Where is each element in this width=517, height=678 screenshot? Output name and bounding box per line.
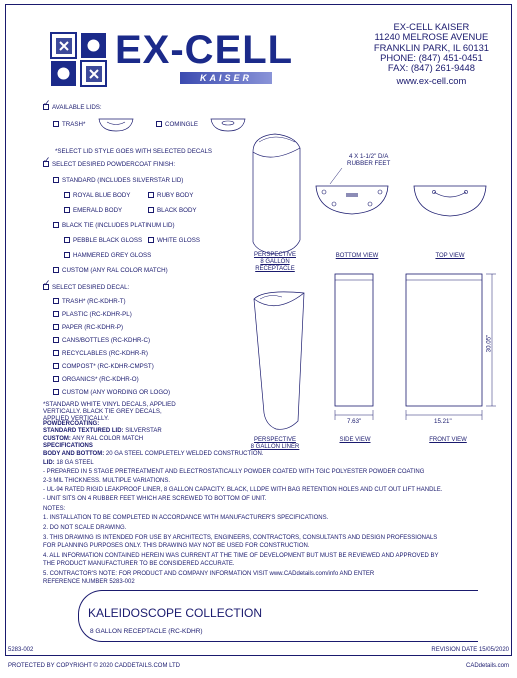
decal-option[interactable]: COMPOST* (RC-KDHR-CMPST) [53,363,154,370]
decal-option[interactable]: RECYCLABLES (RC-KDHR-R) [53,350,148,357]
product-title: 8 GALLON RECEPTACLE (RC-KDHR) [90,628,203,635]
front-dimension: 15.21" [434,418,452,425]
royal-blue-option[interactable]: ROYAL BLUE BODY [64,192,130,199]
checkbox[interactable] [64,192,70,198]
decal-option[interactable]: TRASH* (RC-KDHR-T) [53,298,126,305]
decal-option[interactable]: ORGANICS* (RC-KDHR-O) [53,376,139,383]
checkbox[interactable] [53,121,59,127]
black-tie-option[interactable]: BLACK TIE (INCLUDES PLATINUM LID) [53,222,175,229]
company-phone: PHONE: (847) 451-0451 [380,51,483,63]
note-line: 4. ALL INFORMATION CONTAINED HEREIN WAS CURRENT AT THE TIME OF DEVELOPMENT BUT MUST BE REVIEWED AND APPROVED BY [43,553,439,559]
custom-ral-option[interactable]: CUSTOM (ANY RAL COLOR MATCH) [53,267,168,274]
note-line: 2. DO NOT SCALE DRAWING. [43,525,127,531]
decal-option[interactable]: CANS/BOTTLES (RC-KDHR-C) [53,337,150,344]
decal-option[interactable]: PLASTIC (RC-KDHR-PL) [53,311,132,318]
perspective-liner-label: PERSPECTIVE 8 GALLON LINER [250,437,300,450]
checkbox[interactable] [148,237,154,243]
lid-comingle-option[interactable]: COMINGLE [156,121,198,128]
copyright: PROTECTED BY COPYRIGHT © 2020 CADDETAILS.COM LTD [8,663,181,669]
checkbox[interactable] [53,389,59,395]
custom-color: CUSTOM: ANY RAL COLOR MATCH [43,436,144,442]
checkbox[interactable] [156,121,162,127]
height-dimension: 30.05" [485,334,493,353]
spec-line: - PREPARED IN 5 STAGE PRETREATMENT AND ELECTROSTATICALLY POWDER COATED WITH TGIC POLYESTER POWDER COATING [43,469,425,475]
checkbox[interactable] [53,324,59,330]
checkbox[interactable] [64,237,70,243]
note-line: THE PRODUCT MANUFACTURER TO BE CONSIDERED ACCURATE. [43,561,235,567]
notes-heading: NOTES: [43,506,66,512]
body-spec: BODY AND BOTTOM: 20 GA STEEL COMPLETELY WELDED CONSTRUCTION. [43,451,264,457]
liner-perspective-drawing [248,285,310,435]
side-view-label: SIDE VIEW [339,437,371,443]
excell-logo-emblem [50,32,108,87]
decal-option[interactable]: CUSTOM (ANY WORDING OR LOGO) [53,389,170,396]
note-line: 1. INSTALLATION TO BE COMPLETED IN ACCORDANCE WITH MANUFACTURER'S SPECIFICATIONS. [43,515,329,521]
decal-option[interactable]: PAPER (RC-KDHR-P) [53,324,123,331]
note-line: 3. THIS DRAWING IS INTENDED FOR USE BY ARCHITECTS, ENGINEERS, CONTRACTORS, CONSULTANTS AND DESIGN PROFESSIONALS [43,535,438,541]
checkbox[interactable] [53,311,59,317]
black-body-option[interactable]: BLACK BODY [148,207,197,214]
lid-spec: LID: 18 GA STEEL [43,460,94,466]
logo-subtitle: KAISER [199,73,252,83]
note-line: REFERENCE NUMBER 5283-002 [43,579,135,585]
side-view-drawing [330,270,380,425]
lid-trash-option[interactable]: TRASH* [53,121,85,128]
std-textured-lid: STANDARD TEXTURED LID: SILVERSTAR [43,428,162,434]
checkbox[interactable] [53,298,59,304]
checkbox[interactable] [148,192,154,198]
checkbox[interactable] [53,267,59,273]
note-line: 5. CONTRACTOR'S NOTE: FOR PRODUCT AND COMPANY INFORMATION VISIT www.CADdetails.com/info AND ENTER [43,571,375,577]
collection-title: KALEIDOSCOPE COLLECTION [88,606,263,620]
revision-date: REVISION DATE 15/05/2020 [431,647,509,653]
company-contact [374,22,489,87]
decal-note-2: VERTICALLY. BLACK TIE GREY DECALS, [43,408,162,415]
reference-number: 5283-002 [8,647,34,653]
ruby-option[interactable]: RUBY BODY [148,192,193,199]
company-fax: FAX: (847) 261-9448 [387,62,475,74]
checkbox[interactable] [64,207,70,213]
company-city: FRANKLIN PARK, IL 60131 [373,41,489,53]
feet-note: 4 X 1-1/2" D/A RUBBER FEET [347,153,391,167]
spec-line: 2-3 MIL THICKNESS. MULTIPLE VARIATIONS. [43,478,171,484]
lids-heading: ✓AVAILABLE LIDS: [43,104,102,111]
powder-checkbox[interactable] [43,161,49,167]
decal-heading: ✓SELECT DESIRED DECAL: [43,284,129,291]
spec-line: - UL-94 RATED RIGID LEAKPROOF LINER, 8 GALLON CAPACITY. BLACK, LLDPE WITH BAG RETENTION HOLES AND CUT OUT LIFT HANDLE. [43,487,443,493]
emerald-option[interactable]: EMERALD BODY [64,207,122,214]
top-view-drawing [410,180,490,220]
hammered-option[interactable]: HAMMERED GREY GLOSS [64,252,151,259]
standard-option[interactable]: STANDARD (INCLUDES SILVERSTAR LID) [53,177,183,184]
spec-line: - UNIT SITS ON 4 RUBBER FEET WHICH ARE SCREWED TO BOTTOM OF UNIT. [43,496,267,502]
side-dimension: 7.63" [347,418,362,425]
decal-note-1: *STANDARD WHITE VINYL DECALS, APPLIED [43,401,176,408]
company-address: 11240 MELROSE AVENUE [374,31,489,43]
checkbox[interactable] [53,177,59,183]
lids-checkbox[interactable] [43,104,49,110]
decal-checkbox[interactable] [43,284,49,290]
pebble-option[interactable]: PEBBLE BLACK GLOSS [64,237,142,244]
powdercoating-heading: POWDERCOATING: [43,421,100,427]
decal-note-3: APPLIED VERTICALLY. [43,415,110,422]
checkbox[interactable] [53,350,59,356]
company-web[interactable]: www.ex-cell.com [396,75,467,87]
checkbox[interactable] [53,337,59,343]
checkbox[interactable] [53,376,59,382]
checkbox[interactable] [148,207,154,213]
comingle-lid-icon [210,118,246,132]
white-gloss-option[interactable]: WHITE GLOSS [148,237,200,244]
powder-heading: ✓SELECT DESIRED POWDERCOAT FINISH: [43,161,175,168]
bottom-view-drawing [312,160,392,220]
caddetails-link[interactable]: CADdetails.com [465,663,509,669]
perspective-receptacle-label: PERSPECTIVE 8 GALLON RECEPTACLE [253,252,296,272]
company-name: EX-CELL KAISER [393,21,470,32]
checkbox[interactable] [53,222,59,228]
specifications-heading: SPECIFICATIONS [43,443,93,449]
top-view-label: TOP VIEW [435,253,465,259]
trash-lid-icon [98,118,134,132]
checkbox[interactable] [53,363,59,369]
front-view-label: FRONT VIEW [429,437,467,443]
receptacle-perspective-drawing [245,130,305,258]
note-line: FOR PLANNING PURPOSES ONLY. THIS DRAWING MAY NOT BE USED FOR CONSTRUCTION. [43,543,310,549]
bottom-view-label: BOTTOM VIEW [335,253,379,259]
lid-note: *SELECT LID STYLE GOES WITH SELECTED DECALS [55,148,213,155]
logo-wordmark: EX-CELL [115,28,294,72]
checkbox[interactable] [64,252,70,258]
